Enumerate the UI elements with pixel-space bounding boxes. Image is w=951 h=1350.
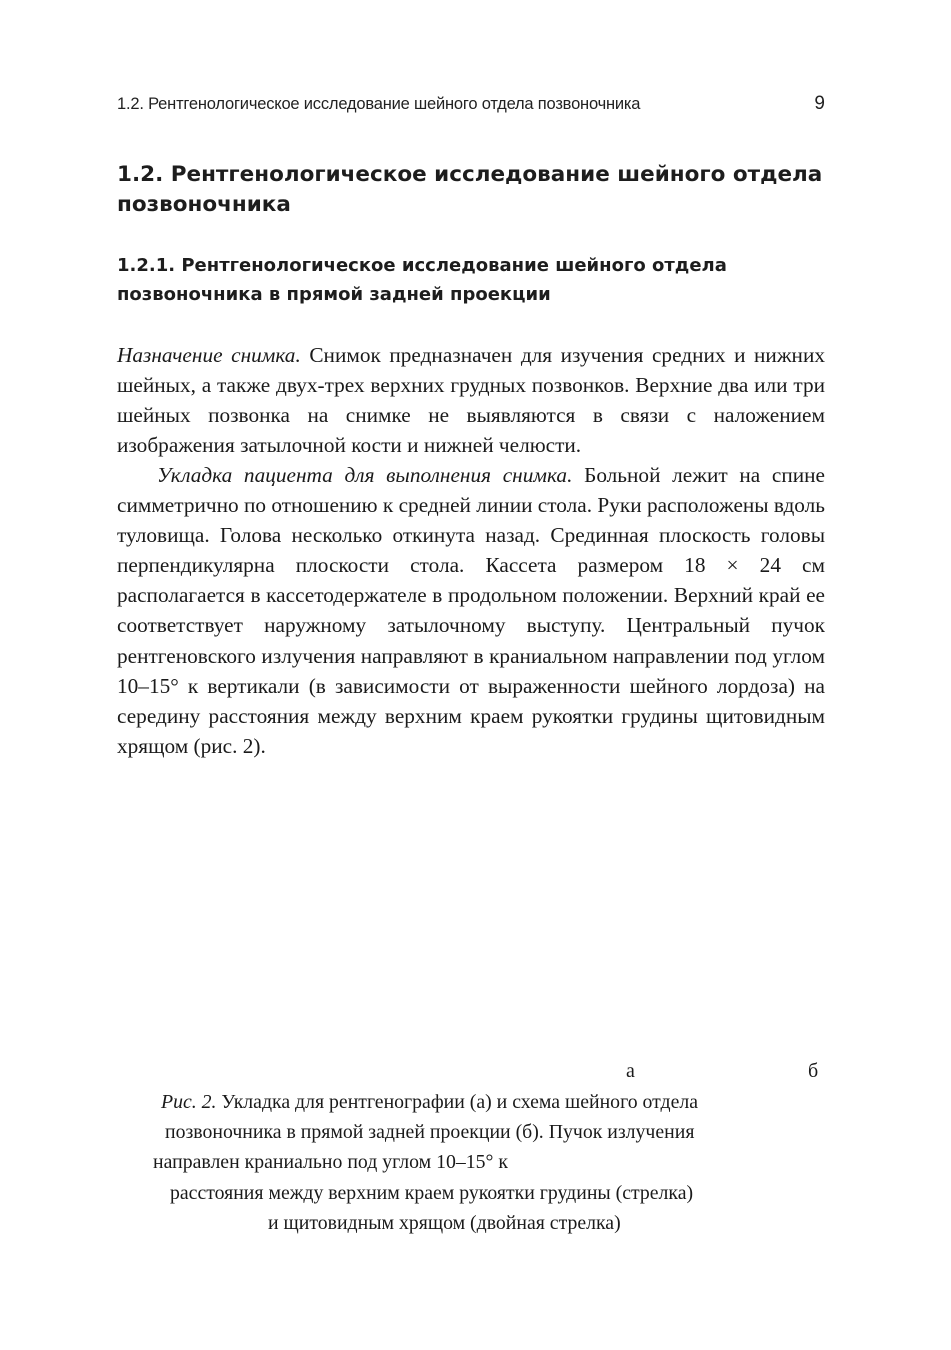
paragraph-text: Больной лежит на спине симметрично по отношению к средней линии стола. Руки расположены вдоль туловища. Голова несколько откинута назад. Срединная плоскость головы перпендикулярна плоскости стола. Кассета размером 18 × 24 см располагается в кассетодержателе в продольном положении. Верхний край ее соответствует наружному затылочному выступу. Центральный пучок рентгеновского излучения направляют в краниальном направлении под углом 10–15° к вертикали (в зависимости от выраженности шейного лордоза) на середину расстояния между верхним краем рукоятки грудины щитовидным хрящом (рис. 2).	[117, 463, 825, 758]
caption-line: позвоночника в прямой задней проекции (б). Пучок излучения	[165, 1121, 695, 1143]
caption-text: Укладка для рентгенографии (а) и схема шейного отдела	[216, 1091, 699, 1113]
page-number: 9	[814, 93, 825, 114]
paragraph-purpose	[117, 340, 825, 460]
figure-label-a: а	[626, 1060, 635, 1082]
caption-lead: Рис. 2.	[161, 1091, 217, 1113]
paragraph-lead: Назначение снимка.	[117, 343, 301, 367]
section-heading: 1.2. Рентгенологическое исследование шейного отдела позвоночника	[117, 162, 823, 217]
caption-line	[161, 1088, 698, 1118]
caption-line: направлен краниально под углом 10–15° к	[153, 1151, 509, 1173]
running-head	[117, 95, 825, 119]
paragraph-positioning	[117, 460, 825, 761]
paragraph-lead: Укладка пациента для выполнения снимка.	[157, 463, 573, 487]
paragraph-text: Снимок предназначен для изучения средних и нижних шейных, а также двух-трех верхних грудных позвонков. Верхние два или три шейных позвонка на снимке не выявляются в связи с наложением изображения затылочной кости и нижней челюсти.	[117, 343, 825, 458]
figure-label-b: б	[808, 1060, 819, 1082]
running-head-title: 1.2. Рентгенологическое исследование шейного отдела позвоночника	[117, 95, 641, 113]
caption-line: расстояния между верхним краем рукоятки грудины (стрелка)	[170, 1182, 694, 1204]
caption-line: и щитовидным хрящом (двойная стрелка)	[268, 1212, 621, 1234]
subsection-heading: 1.2.1. Рентгенологическое исследование шейного отдела позвоночника в прямой задней проекции	[117, 255, 727, 305]
